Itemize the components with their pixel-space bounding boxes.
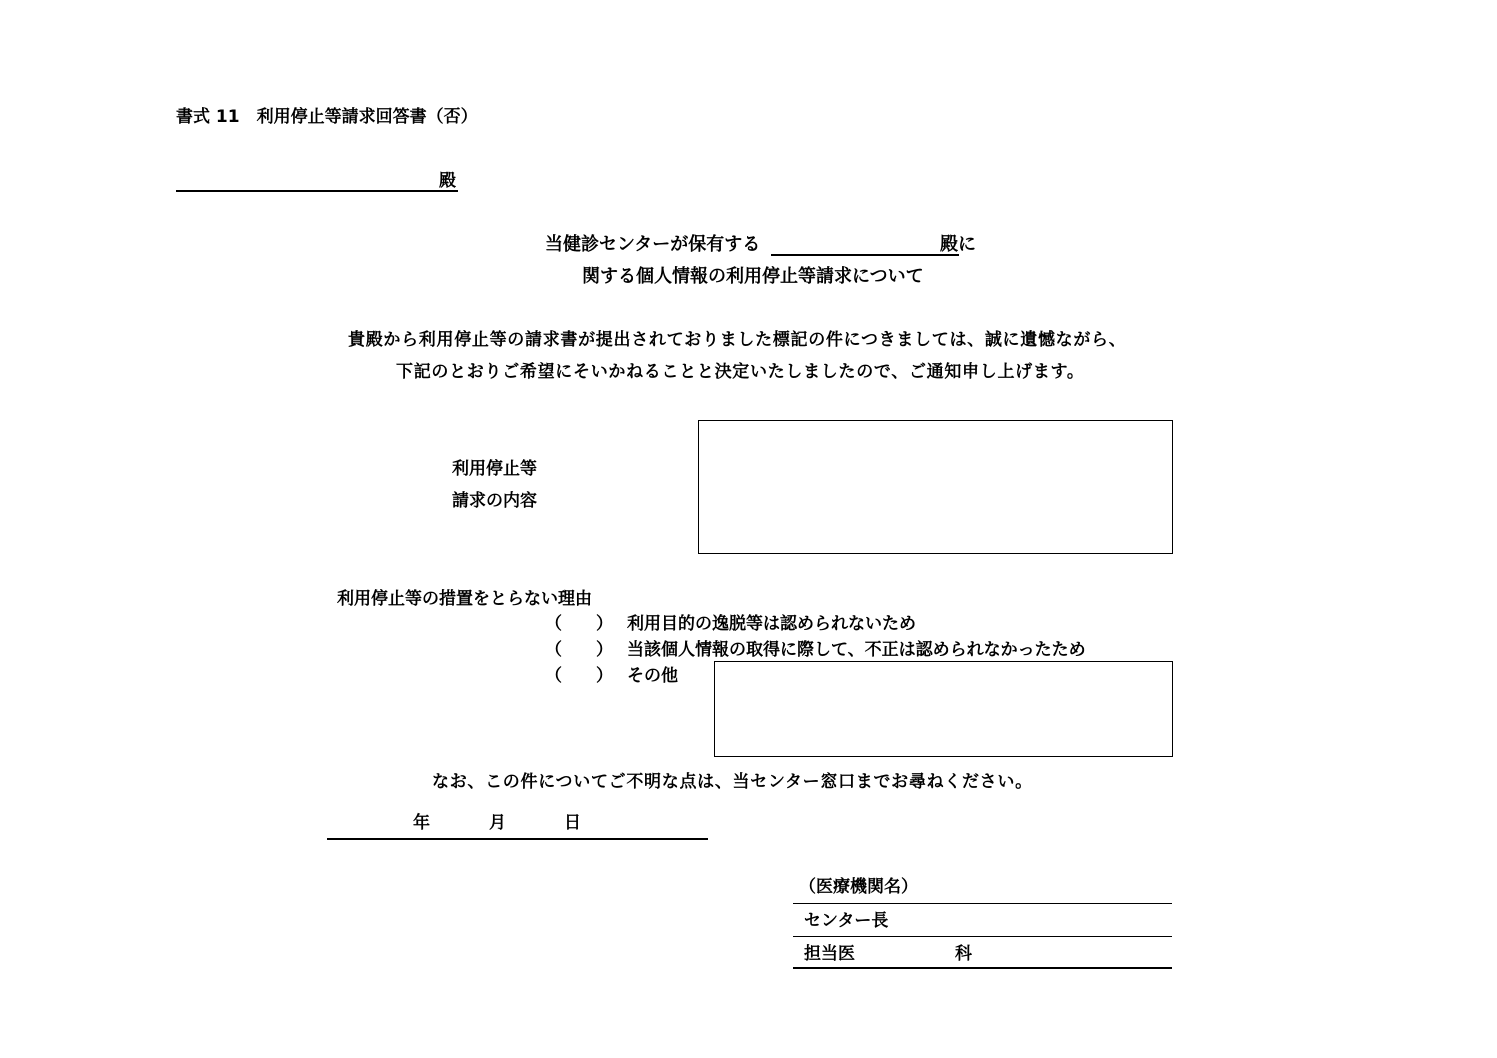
doctor-label: 担当医 (804, 944, 855, 964)
department-label: 科 (955, 944, 972, 964)
reasons-heading: 利用停止等の措置をとらない理由 (337, 589, 592, 609)
addressee-name-line[interactable] (176, 190, 458, 192)
reason-2-checkbox[interactable]: （ ） (545, 640, 613, 660)
director-line[interactable] (793, 936, 1172, 937)
form-title: 書式 11 利用停止等請求回答書（否） (176, 107, 478, 127)
subject-name-line[interactable] (771, 254, 959, 256)
subject-line2: 関する個人情報の利用停止等請求について (582, 266, 924, 287)
subject-line1-prefix: 当健診センターが保有する (545, 234, 761, 255)
institution-line[interactable] (793, 903, 1172, 904)
body-line2: 下記のとおりご希望にそいかねることと決定いたしましたので、ご通知申し上げます。 (396, 362, 1085, 382)
closing-note: なお、この件についてご不明な点は、当センター窓口までお尋ねください。 (432, 772, 1033, 792)
date-month-label: 月 (489, 813, 506, 833)
addressee-suffix: 殿 (439, 171, 456, 191)
request-label-line2: 請求の内容 (452, 491, 537, 511)
reason-3-checkbox[interactable]: （ ） (545, 666, 613, 686)
reason-1-checkbox[interactable]: （ ） (545, 614, 613, 634)
reason-2-text: 当該個人情報の取得に際して、不正は認められなかったため (627, 640, 1086, 660)
reason-3-text: その他 (627, 666, 678, 686)
director-label: センター長 (804, 911, 889, 931)
date-year-label: 年 (413, 813, 430, 833)
institution-label: （医療機関名） (799, 877, 918, 897)
request-label-line1: 利用停止等 (452, 459, 537, 479)
reason-1-text: 利用目的の逸脱等は認められないため (627, 614, 916, 634)
body-line1: 貴殿から利用停止等の請求書が提出されておりました標記の件につきましては、誠に遺憾ながら、 (348, 330, 1127, 350)
request-content-box[interactable] (698, 420, 1173, 554)
other-reason-box[interactable] (714, 661, 1173, 757)
subject-line1-suffix: 殿に (940, 234, 976, 255)
date-line[interactable] (327, 838, 708, 840)
date-day-label: 日 (564, 813, 581, 833)
doctor-line[interactable] (793, 967, 1172, 969)
